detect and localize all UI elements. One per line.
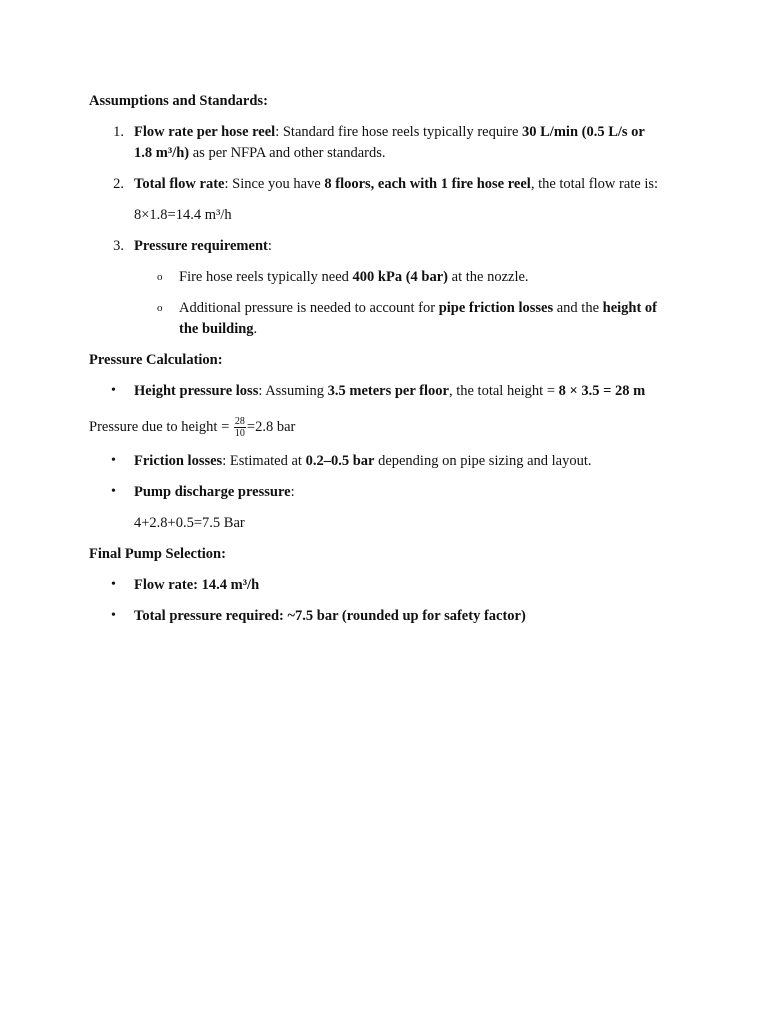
item-text: Fire hose reels typically need <box>179 269 353 285</box>
heading-pressure-calculation <box>89 350 223 370</box>
item-text: : <box>290 484 295 500</box>
item-text: : Since you have <box>224 176 325 192</box>
item-bold: 3.5 meters per floor <box>327 383 449 399</box>
list-item-friction-losses <box>134 451 592 471</box>
bullet-icon: • <box>111 484 116 499</box>
final-total-pressure <box>134 606 526 626</box>
list-item-pump-discharge <box>134 482 295 502</box>
heading-assumptions-text: Assumptions and Standards: <box>89 93 268 109</box>
list-number-1: 1. <box>113 124 124 140</box>
final-flow-rate-text: Flow rate: 14.4 m³/h <box>134 577 260 593</box>
height-pressure-formula <box>89 416 295 439</box>
heading-assumptions <box>89 91 268 111</box>
bullet-icon: • <box>111 608 116 623</box>
formula-prefix: Pressure due to height = <box>89 418 233 435</box>
item-text: and the <box>553 300 603 316</box>
item-text: : Assuming <box>258 383 328 399</box>
item-text: , the total flow rate is: <box>530 176 659 192</box>
list-item-pressure-requirement <box>134 236 272 256</box>
item-text: : Estimated at <box>222 453 306 469</box>
item-bold: 0.2–0.5 bar <box>305 453 375 469</box>
term-total-flow-rate: Total flow rate <box>134 176 225 192</box>
fraction-numerator: 28 <box>234 416 245 427</box>
item-bold: pipe friction losses <box>438 300 554 316</box>
item-text: Additional pressure is needed to account for <box>179 300 439 316</box>
heading-pressure-calculation-text: Pressure Calculation: <box>89 352 223 368</box>
item-text: : Standard fire hose reels typically require <box>275 124 523 140</box>
item-bold: 1.8 m³/h) <box>134 145 190 161</box>
circle-bullet-icon: o <box>157 302 163 314</box>
list-item-height-pressure-loss <box>134 381 645 401</box>
item-bold: 8 × 3.5 = 28 m <box>558 383 646 399</box>
term-height-pressure-loss: Height pressure loss <box>134 383 259 399</box>
list-item-total-flow-rate <box>134 174 658 194</box>
heading-final-pump-selection-text: Final Pump Selection: <box>89 546 226 562</box>
list-number-3: 3. <box>113 238 124 254</box>
fraction-denominator: 10 <box>234 428 245 439</box>
bullet-icon: • <box>111 453 116 468</box>
term-flow-rate: Flow rate per hose reel <box>134 124 276 140</box>
item-text: depending on pipe sizing and layout. <box>374 453 592 469</box>
fraction <box>234 416 246 439</box>
item-bold: 400 kPa (4 bar) <box>352 269 449 285</box>
final-flow-rate <box>134 575 259 595</box>
list-number-2: 2. <box>113 176 124 192</box>
list-item-flow-rate-line1 <box>134 122 645 142</box>
formula-total-flow: 8×1.8=14.4 m³/h <box>134 207 232 223</box>
subitem-additional-pressure-line1 <box>179 298 657 318</box>
final-total-pressure-text: Total pressure required: ~7.5 bar (rounded up for safety factor) <box>134 608 526 624</box>
item-bold: the building <box>179 321 254 337</box>
item-text: as per NFPA and other standards. <box>189 145 386 161</box>
heading-final-pump-selection <box>89 544 226 564</box>
circle-bullet-icon: o <box>157 271 163 283</box>
bullet-icon: • <box>111 577 116 592</box>
item-text: , the total height = <box>448 383 559 399</box>
item-text: at the nozzle. <box>448 269 529 285</box>
term-pump-discharge: Pump discharge pressure <box>134 484 291 500</box>
item-bold: height of <box>602 300 658 316</box>
term-pressure-requirement: Pressure requirement <box>134 238 268 254</box>
item-text: . <box>253 321 258 337</box>
subitem-nozzle-pressure <box>179 267 529 287</box>
item-bold: 30 L/min (0.5 L/s or <box>522 124 645 140</box>
formula-pump-discharge: 4+2.8+0.5=7.5 Bar <box>134 515 245 531</box>
bullet-icon: • <box>111 383 116 398</box>
item-text: : <box>267 238 272 254</box>
list-item-flow-rate-line2 <box>134 143 386 163</box>
term-friction-losses: Friction losses <box>134 453 223 469</box>
item-bold: 8 floors, each with 1 fire hose reel <box>324 176 531 192</box>
formula-suffix: =2.8 bar <box>246 418 296 435</box>
subitem-additional-pressure-line2 <box>179 319 257 339</box>
